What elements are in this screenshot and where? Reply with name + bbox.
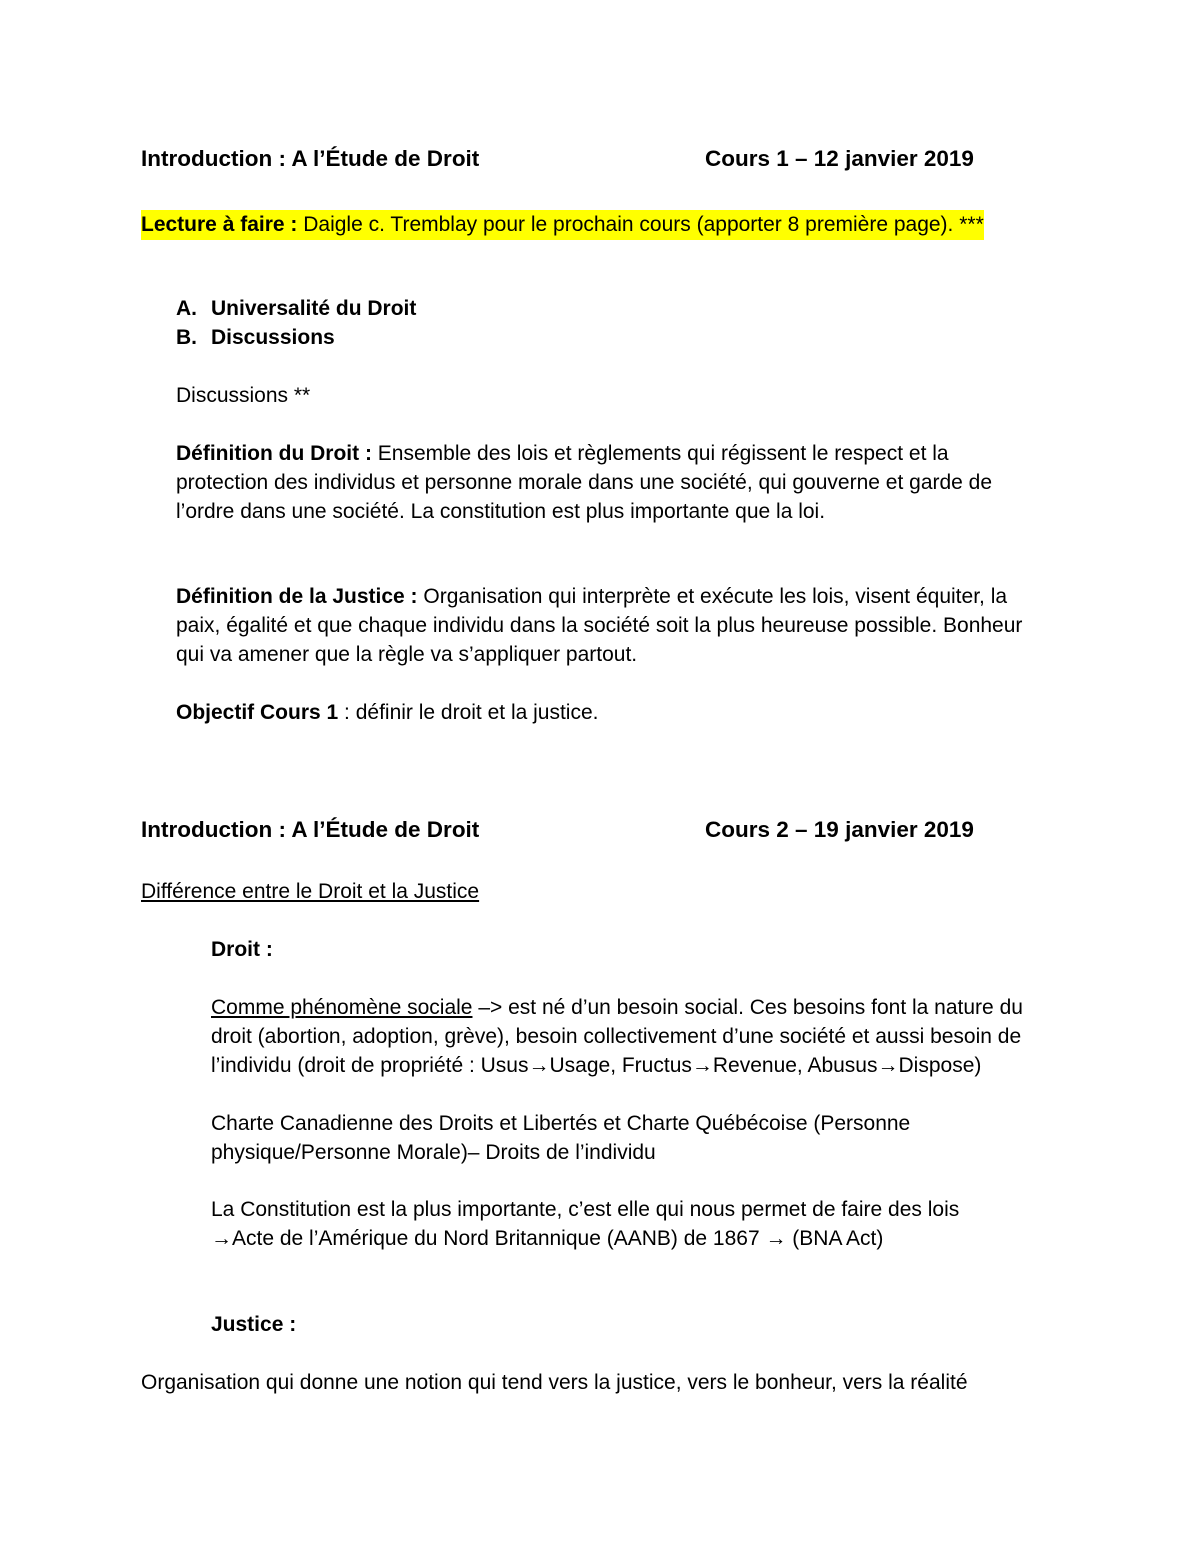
phenomene-text-a: l’individu (droit de propriété : Usus bbox=[211, 1054, 529, 1077]
discussions-text: Discussions ** bbox=[176, 384, 311, 407]
charte-line-2: physique/Personne Morale)– Droits de l’individu bbox=[211, 1141, 656, 1164]
phenomene-text-c: Revenue, Abusus bbox=[712, 1054, 878, 1077]
phenomene-rest: –> est né d’un besoin social. Ces besoins font la nature du bbox=[472, 996, 1023, 1019]
phenomene-line-2: droit (abortion, adoption, grève), besoin collectivement d’une société et aussi besoin de bbox=[211, 1025, 1022, 1048]
def-justice-line-3: qui va amener que la règle va s’appliquer partout. bbox=[176, 643, 638, 666]
def-justice-text: Organisation qui interprète et exécute les lois, visent équiter, la bbox=[417, 585, 1008, 608]
phenomene-line-1 bbox=[211, 993, 1023, 1023]
def-droit-text: Ensemble des lois et règlements qui régissent le respect et la bbox=[371, 442, 949, 465]
lecture-text: Daigle c. Tremblay pour le prochain cours (apporter 8 première page). *** bbox=[297, 213, 984, 236]
cours1-title: Introduction : A l’Étude de Droit bbox=[141, 146, 480, 171]
list-item-label: Universalité du Droit bbox=[211, 297, 417, 320]
def-droit-line-1 bbox=[176, 439, 949, 469]
arrow-right-icon: → bbox=[211, 1227, 232, 1250]
objectif-label: Objectif Cours 1 bbox=[176, 701, 339, 724]
cours2-title: Introduction : A l’Étude de Droit bbox=[141, 817, 480, 842]
list-marker: B. bbox=[176, 326, 197, 349]
def-droit-line-2: protection des individus et personne morale dans une société, qui gouverne et garde de bbox=[176, 471, 993, 494]
cours1-date: Cours 1 – 12 janvier 2019 bbox=[705, 146, 974, 171]
list-item-label: Discussions bbox=[211, 326, 335, 349]
constitution-line-2 bbox=[211, 1224, 883, 1254]
lecture-highlight bbox=[141, 210, 984, 240]
phenomene-underlined: Comme phénomène sociale bbox=[211, 996, 473, 1019]
constitution-text-a: Acte de l’Amérique du Nord Britannique (AANB) de 1867 bbox=[232, 1227, 766, 1250]
def-droit-line-3: l’ordre dans une société. La constitution est plus importante que la loi. bbox=[176, 500, 826, 523]
droit-heading: Droit : bbox=[211, 938, 273, 961]
arrow-right-icon: → bbox=[691, 1054, 713, 1077]
arrow-right-icon: → bbox=[528, 1054, 550, 1077]
objectif-line bbox=[176, 698, 599, 728]
charte-line-1: Charte Canadienne des Droits et Libertés et Charte Québécoise (Personne bbox=[211, 1112, 911, 1135]
list-item-a bbox=[176, 294, 416, 324]
arrow-right-icon: → bbox=[877, 1054, 899, 1077]
justice-heading: Justice : bbox=[211, 1313, 297, 1336]
def-droit-label: Définition du Droit : bbox=[176, 442, 372, 465]
justice-text: Organisation qui donne une notion qui tend vers la justice, vers le bonheur, vers la réalité bbox=[141, 1371, 968, 1394]
constitution-text-b: (BNA Act) bbox=[786, 1227, 884, 1250]
objectif-text: : définir le droit et la justice. bbox=[338, 701, 599, 724]
def-justice-label: Définition de la Justice : bbox=[176, 585, 418, 608]
cours2-date: Cours 2 – 19 janvier 2019 bbox=[705, 817, 974, 842]
list-item-b bbox=[176, 323, 335, 353]
phenomene-line-3 bbox=[211, 1051, 981, 1081]
list-marker: A. bbox=[176, 297, 197, 320]
def-justice-line-2: paix, égalité et que chaque individu dans la société soit la plus heureuse possible. Bonheur bbox=[176, 614, 1023, 637]
phenomene-text-d: Dispose) bbox=[898, 1054, 982, 1077]
constitution-line-1: La Constitution est la plus importante, c’est elle qui nous permet de faire des lois bbox=[211, 1198, 960, 1221]
difference-heading: Différence entre le Droit et la Justice bbox=[141, 880, 480, 903]
lecture-label: Lecture à faire : bbox=[141, 213, 298, 236]
def-justice-line-1 bbox=[176, 582, 1007, 612]
phenomene-text-b: Usage, Fructus bbox=[549, 1054, 692, 1077]
arrow-right-icon: → bbox=[765, 1227, 787, 1250]
